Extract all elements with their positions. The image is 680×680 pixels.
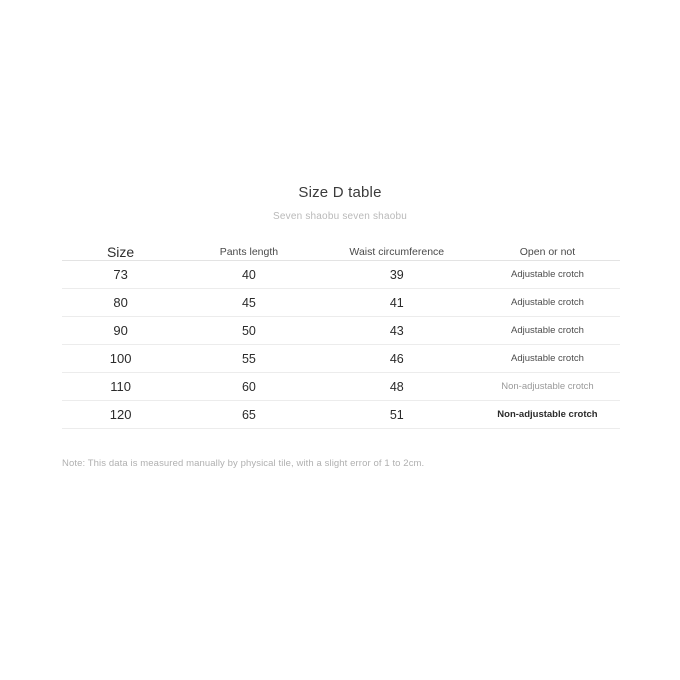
cell-size: 73 xyxy=(62,261,179,289)
cell-open: Non-adjustable crotch xyxy=(475,373,620,401)
column-header-pants-length: Pants length xyxy=(179,244,319,261)
cell-size: 80 xyxy=(62,289,179,317)
page-subtitle: Seven shaobu seven shaobu xyxy=(273,211,407,222)
cell-pants-length: 55 xyxy=(179,345,319,373)
column-header-size: Size xyxy=(62,244,179,261)
measurement-note: Note: This data is measured manually by physical tile, with a slight error of 1 to 2cm. xyxy=(62,458,425,469)
cell-waist: 51 xyxy=(319,401,475,429)
table-body xyxy=(62,261,620,429)
cell-pants-length: 60 xyxy=(179,373,319,401)
cell-size: 110 xyxy=(62,373,179,401)
table-row xyxy=(62,401,620,429)
cell-pants-length: 45 xyxy=(179,289,319,317)
table-row xyxy=(62,289,620,317)
column-header-open-or-not: Open or not xyxy=(475,244,620,261)
cell-waist: 46 xyxy=(319,345,475,373)
cell-size: 100 xyxy=(62,345,179,373)
cell-pants-length: 40 xyxy=(179,261,319,289)
table-header xyxy=(62,244,620,261)
table-row xyxy=(62,345,620,373)
size-table-wrapper xyxy=(62,244,620,429)
cell-waist: 43 xyxy=(319,317,475,345)
size-table xyxy=(62,244,620,429)
table-header-row xyxy=(62,244,620,261)
cell-pants-length: 65 xyxy=(179,401,319,429)
page-title: Size D table xyxy=(298,184,382,201)
cell-waist: 39 xyxy=(319,261,475,289)
cell-open: Non-adjustable crotch xyxy=(475,401,620,429)
table-row xyxy=(62,317,620,345)
cell-pants-length: 50 xyxy=(179,317,319,345)
cell-open: Adjustable crotch xyxy=(475,317,620,345)
table-row xyxy=(62,261,620,289)
cell-open: Adjustable crotch xyxy=(475,345,620,373)
cell-waist: 48 xyxy=(319,373,475,401)
cell-open: Adjustable crotch xyxy=(475,261,620,289)
table-row xyxy=(62,373,620,401)
title-block xyxy=(0,184,680,222)
column-header-waist-circumference: Waist circumference xyxy=(319,244,475,261)
cell-size: 90 xyxy=(62,317,179,345)
cell-waist: 41 xyxy=(319,289,475,317)
cell-size: 120 xyxy=(62,401,179,429)
cell-open: Adjustable crotch xyxy=(475,289,620,317)
